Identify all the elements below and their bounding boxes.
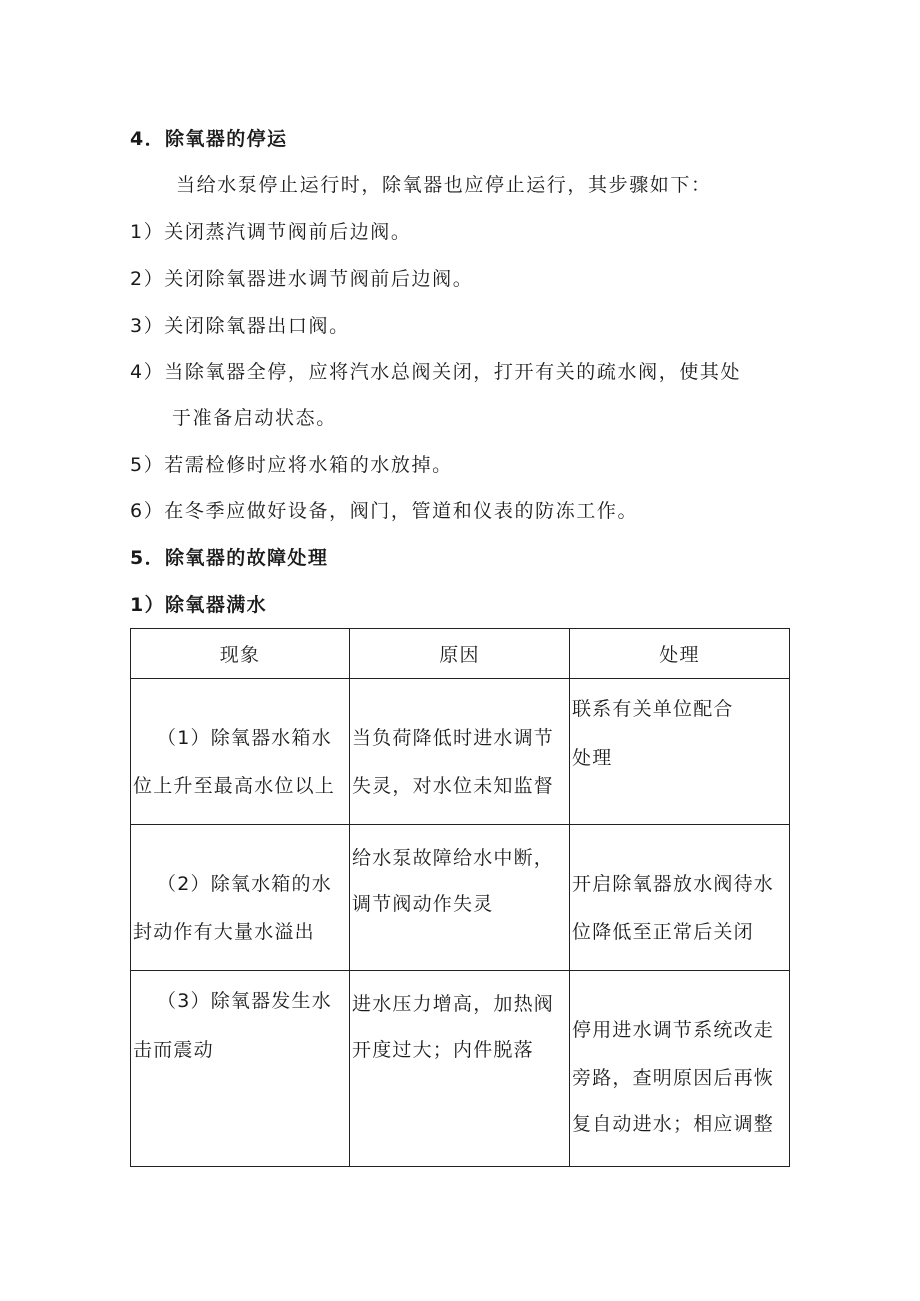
row2-cause (350, 825, 570, 971)
row2-action (570, 825, 790, 971)
row3-action-line2: 旁路，查明原因后再恢 (572, 1067, 775, 1089)
row2-action-line1: 开启除氧器放水阀待水 (572, 873, 775, 895)
row3-action (570, 971, 790, 1167)
row1-cause-line1: 当负荷降低时进水调节 (352, 727, 555, 749)
row1-action-line2: 处理 (572, 747, 613, 769)
row2-action-line2: 位降低至正常后关闭 (572, 921, 754, 943)
row1-cause (350, 679, 570, 825)
step-3: 3）关闭除氧器出口阀。 (130, 315, 350, 337)
row3-cause-line2: 开度过大；内件脱落 (352, 1039, 534, 1061)
table-row (131, 679, 790, 825)
row3-cause-line1: 进水压力增高，加热阀 (352, 993, 555, 1015)
row2-phenomenon-line2: 封动作有大量水溢出 (133, 921, 315, 943)
section5-heading: 5．除氧器的故障处理 (130, 547, 329, 569)
row1-cause-line2: 失灵，对水位未知监督 (352, 775, 555, 797)
header-action: 处理 (570, 629, 790, 679)
step-4-cont: 于准备启动状态。 (172, 407, 337, 429)
section4-intro: 当给水泵停止运行时，除氧器也应停止运行，其步骤如下： (176, 174, 712, 196)
header-cause: 原因 (350, 629, 570, 679)
step-1: 1）关闭蒸汽调节阀前后边阀。 (130, 221, 412, 243)
section5-sub-heading: 1）除氧器满水 (130, 594, 268, 616)
row3-action-line3: 复自动进水；相应调整 (572, 1113, 775, 1135)
step-2: 2）关闭除氧器进水调节阀前后边阀。 (130, 268, 474, 290)
fault-table (130, 628, 790, 1167)
row2-phenomenon-line1: （2）除氧水箱的水 (157, 873, 332, 895)
row2-phenomenon (131, 825, 350, 971)
row3-action-line1: 停用进水调节系统改走 (572, 1019, 775, 1041)
row3-phenomenon-line1: （3）除氧器发生水 (157, 990, 332, 1012)
row1-phenomenon-line1: （1）除氧器水箱水 (157, 727, 332, 749)
row1-phenomenon-line2: 位上升至最高水位以上 (133, 775, 336, 797)
step-4: 4）当除氧器全停，应将汽水总阀关闭，打开有关的疏水阀，使其处 (130, 361, 742, 383)
row1-action-line1: 联系有关单位配合 (572, 698, 734, 720)
section4-heading: 4．除氧器的停运 (130, 128, 288, 150)
table-header-row (131, 629, 790, 679)
row2-cause-line1: 给水泵故障给水中断， (352, 847, 555, 869)
row1-action (570, 679, 790, 825)
table-row (131, 971, 790, 1167)
table-row (131, 825, 790, 971)
row1-phenomenon (131, 679, 350, 825)
row3-phenomenon-line2: 击而震动 (133, 1039, 214, 1061)
step-5: 5）若需检修时应将水箱的水放掉。 (130, 454, 453, 476)
header-phenomenon: 现象 (131, 629, 350, 679)
row2-cause-line2: 调节阀动作失灵 (352, 893, 494, 915)
row3-phenomenon (131, 971, 350, 1167)
row3-cause (350, 971, 570, 1167)
step-6: 6）在冬季应做好设备，阀门，管道和仪表的防冻工作。 (130, 500, 639, 522)
